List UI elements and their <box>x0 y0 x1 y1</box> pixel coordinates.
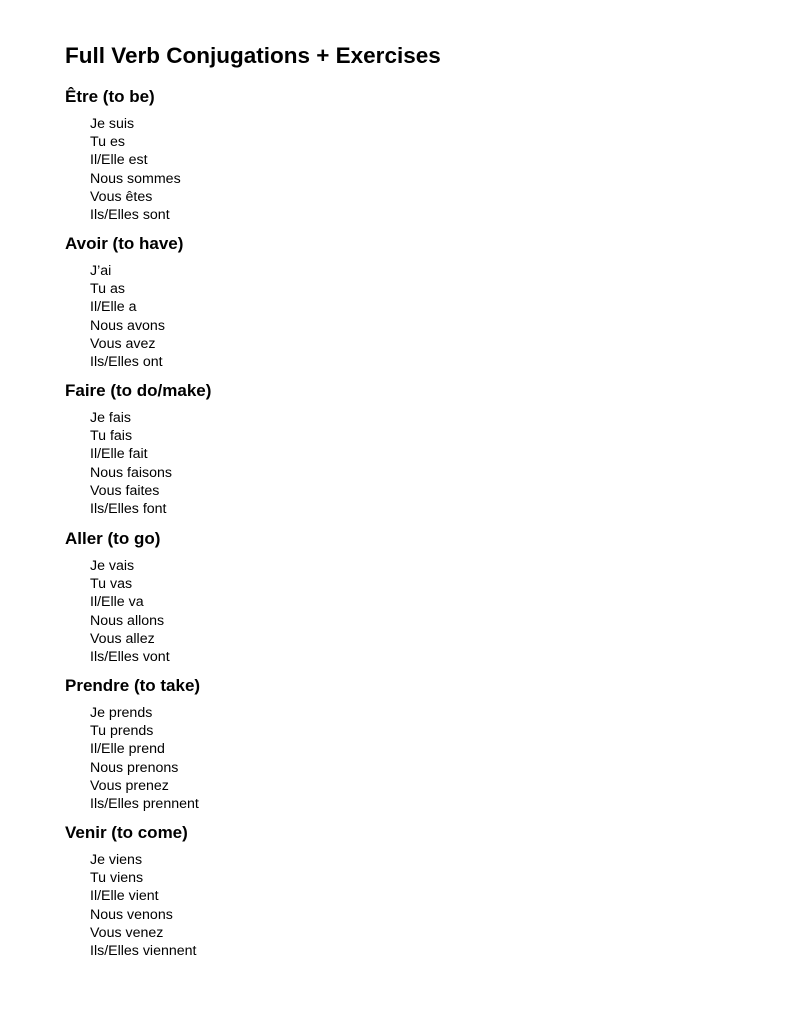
conjugation-item: Tu prends <box>90 723 154 740</box>
conjugation-item: Je suis <box>90 116 135 132</box>
conjugation-item: Je vais <box>90 558 135 574</box>
verb-section-aller <box>65 528 665 666</box>
conjugation-item: Nous faisons <box>90 464 173 481</box>
conjugation-list <box>65 557 665 666</box>
verb-section-prendre <box>65 675 665 813</box>
document-title: Full Verb Conjugations + Exercises <box>65 43 441 68</box>
conjugation-item: Il/Elle vient <box>90 888 159 905</box>
conjugation-item: Vous allez <box>90 630 155 647</box>
conjugation-item: Il/Elle va <box>90 594 144 611</box>
conjugation-item: Nous avons <box>90 317 165 334</box>
section-heading: Venir (to come) <box>65 823 188 842</box>
conjugation-item: Vous venez <box>90 924 164 941</box>
conjugation-item: Ils/Elles prennent <box>90 795 199 812</box>
conjugation-item: Tu as <box>90 281 125 298</box>
conjugation-list <box>65 115 665 224</box>
verb-section-venir <box>65 822 665 960</box>
conjugation-item: Ils/Elles viennent <box>90 942 197 959</box>
section-heading: Aller (to go) <box>65 529 161 548</box>
conjugation-item: Tu vas <box>90 576 133 593</box>
section-heading: Faire (to do/make) <box>65 381 212 400</box>
conjugation-item: Je fais <box>90 410 132 426</box>
conjugation-item: J’ai <box>90 263 112 279</box>
conjugation-item: Nous sommes <box>90 170 181 187</box>
conjugation-list <box>65 262 665 371</box>
conjugation-item: Je viens <box>90 852 143 868</box>
section-heading: Prendre (to take) <box>65 676 201 695</box>
conjugation-item: Nous prenons <box>90 759 179 776</box>
verb-section-avoir <box>65 233 665 371</box>
conjugation-item: Vous êtes <box>90 188 153 205</box>
conjugation-item: Ils/Elles ont <box>90 353 163 370</box>
conjugation-item: Vous faites <box>90 482 160 499</box>
conjugation-item: Il/Elle est <box>90 152 148 169</box>
conjugation-item: Tu es <box>90 134 125 151</box>
conjugation-item: Vous prenez <box>90 777 169 794</box>
conjugation-item: Ils/Elles font <box>90 500 167 517</box>
conjugation-item: Tu fais <box>90 428 133 445</box>
conjugation-item: Il/Elle prend <box>90 741 165 758</box>
conjugation-item: Ils/Elles sont <box>90 206 170 223</box>
section-heading: Être (to be) <box>65 87 155 106</box>
section-heading: Avoir (to have) <box>65 234 184 253</box>
conjugation-item: Nous venons <box>90 906 173 923</box>
conjugation-list <box>65 409 665 518</box>
verb-section-faire <box>65 380 665 518</box>
conjugation-list <box>65 704 665 813</box>
conjugation-item: Ils/Elles vont <box>90 648 170 665</box>
conjugation-item: Nous allons <box>90 612 165 629</box>
conjugation-item: Je prends <box>90 705 153 721</box>
verb-section-etre <box>65 86 665 224</box>
conjugation-item: Vous avez <box>90 335 156 352</box>
conjugation-list <box>65 851 665 960</box>
conjugation-item: Il/Elle a <box>90 299 137 316</box>
conjugation-item: Il/Elle fait <box>90 446 148 463</box>
conjugation-item: Tu viens <box>90 870 144 887</box>
